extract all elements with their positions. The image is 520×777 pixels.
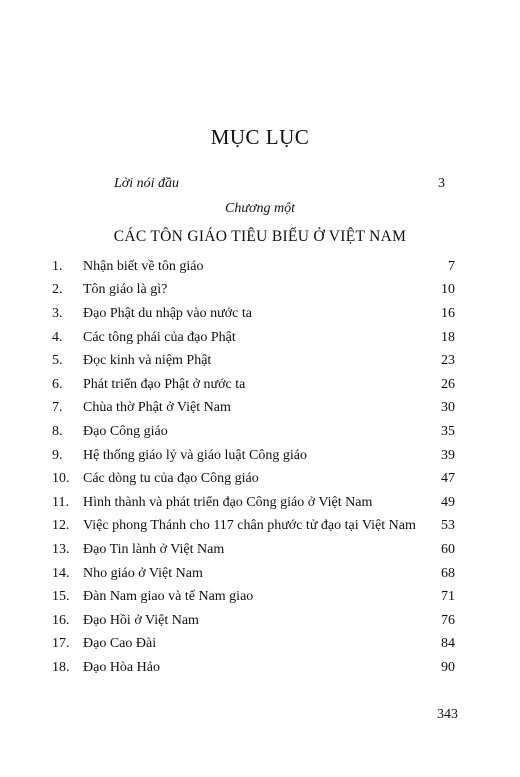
toc-entry-title: Nhận biết về tôn giáo: [83, 258, 204, 274]
toc-entry: [52, 255, 455, 279]
preface-label: Lời nói đầu: [114, 176, 180, 191]
toc-entry-number: 3.: [52, 305, 63, 321]
toc-entry-page: 16: [441, 305, 455, 321]
toc-entry-number: 4.: [52, 329, 63, 345]
toc-entry: [52, 302, 455, 326]
toc-entry-number: 7.: [52, 400, 63, 416]
toc-entry-title: Các dòng tu của đạo Công giáo: [83, 471, 259, 487]
toc-entry-page: 10: [441, 282, 455, 298]
toc-entry-title: Tôn giáo là gì?: [83, 282, 168, 298]
toc-entry-page: 23: [441, 353, 455, 369]
toc-entry-number: 1.: [52, 258, 63, 274]
toc-entry-title: Nho giáo ở Việt Nam: [83, 565, 203, 581]
toc-entry-title: Phát triển đạo Phật ở nước ta: [83, 376, 246, 392]
toc-entry: [52, 467, 455, 491]
preface-entry: [114, 176, 445, 192]
toc-entry-page: 47: [441, 471, 455, 487]
toc-entry: [52, 373, 455, 397]
toc-entry: [52, 326, 455, 350]
toc-entry-page: 26: [441, 376, 455, 392]
toc-entry: [52, 515, 455, 539]
toc-entry: [52, 656, 455, 680]
toc-entry-page: 68: [441, 565, 455, 581]
toc-entry-page: 84: [441, 636, 455, 652]
toc-entry: [52, 491, 455, 515]
toc-entry-number: 10.: [52, 471, 70, 487]
toc-entry-page: 53: [441, 518, 455, 534]
toc-entry-number: 13.: [52, 541, 70, 557]
toc-entry: [52, 609, 455, 633]
toc-list: [52, 255, 455, 680]
toc-entry-title: Đạo Phật du nhập vào nước ta: [83, 305, 252, 321]
toc-entry-number: 12.: [52, 518, 70, 534]
chapter-title: CÁC TÔN GIÁO TIÊU BIỂU Ở VIỆT NAM: [113, 228, 407, 245]
toc-entry-title: Hệ thống giáo lý và giáo luật Công giáo: [83, 447, 307, 463]
toc-entry: [52, 279, 455, 303]
toc-entry-number: 17.: [52, 636, 70, 652]
toc-entry-page: 49: [441, 494, 455, 510]
toc-entry: [52, 633, 455, 657]
toc-entry-number: 16.: [52, 612, 70, 628]
toc-entry-page: 30: [441, 400, 455, 416]
toc-entry-number: 6.: [52, 376, 63, 392]
toc-entry-number: 2.: [52, 282, 63, 298]
toc-entry-page: 39: [441, 447, 455, 463]
toc-entry-number: 15.: [52, 589, 70, 605]
toc-entry-page: 7: [448, 258, 455, 274]
toc-entry-page: 35: [441, 423, 455, 439]
toc-entry-title: Đọc kinh và niệm Phật: [83, 353, 212, 369]
toc-entry-title: Đạo Hồi ở Việt Nam: [83, 612, 199, 628]
toc-entry-title: Đạo Cao Đài: [83, 636, 157, 652]
toc-entry-title: Việc phong Thánh cho 117 chân phước tử đạo tại Việt Nam: [83, 518, 416, 534]
toc-entry-number: 18.: [52, 659, 70, 675]
toc-entry-number: 14.: [52, 565, 70, 581]
preface-page: 3: [438, 176, 445, 191]
toc-entry-number: 5.: [52, 353, 63, 369]
toc-entry: [52, 397, 455, 421]
toc-entry-title: Đàn Nam giao và tế Nam giao: [83, 589, 254, 605]
toc-entry-page: 18: [441, 329, 455, 345]
toc-entry: [52, 420, 455, 444]
toc-entry-title: Đạo Hòa Hảo: [83, 659, 160, 675]
toc-entry-page: 71: [441, 589, 455, 605]
page-title: MỤC LỤC: [210, 125, 310, 149]
toc-entry: [52, 538, 455, 562]
toc-entry: [52, 349, 455, 373]
toc-entry-page: 90: [441, 659, 455, 675]
toc-entry: [52, 444, 455, 468]
toc-entry-title: Đạo Tin lành ở Việt Nam: [83, 541, 225, 557]
toc-entry-title: Chùa thờ Phật ở Việt Nam: [83, 400, 231, 416]
chapter-label: Chương một: [225, 201, 295, 216]
toc-entry: [52, 585, 455, 609]
toc-entry-page: 60: [441, 541, 455, 557]
toc-entry-page: 76: [441, 612, 455, 628]
toc-entry-number: 11.: [52, 494, 69, 510]
toc-entry-number: 8.: [52, 423, 63, 439]
page-number: 343: [437, 707, 458, 722]
toc-entry-title: Các tông phái của đạo Phật: [83, 329, 236, 345]
toc-entry-number: 9.: [52, 447, 63, 463]
toc-entry-title: Hình thành và phát triển đạo Công giáo ở Việt Nam: [83, 494, 373, 510]
toc-entry: [52, 562, 455, 586]
toc-entry-title: Đạo Công giáo: [83, 423, 168, 439]
